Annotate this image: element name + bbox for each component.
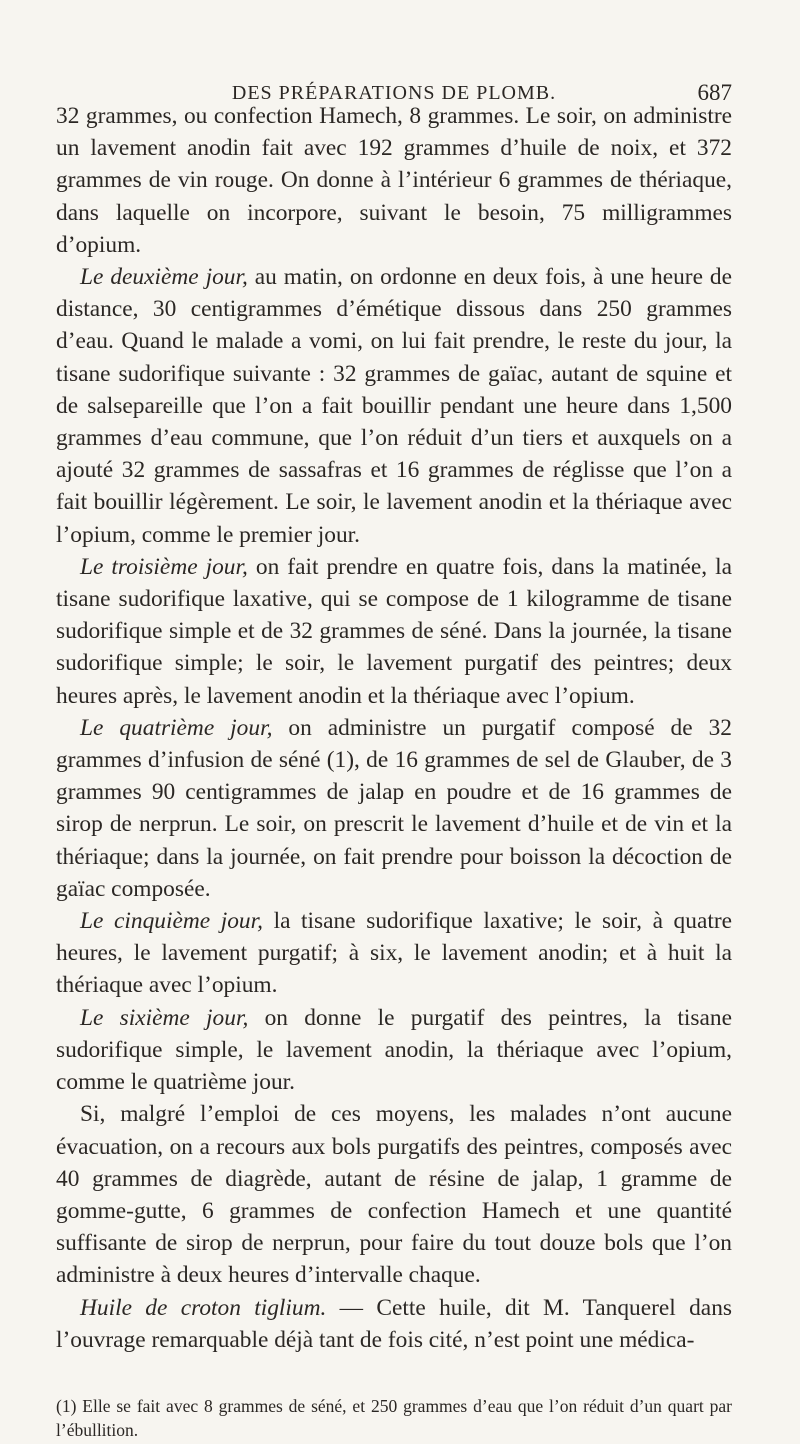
paragraph-3-lead: Le troisième jour, (80, 553, 248, 580)
paragraph-8-lead: Huile de croton tiglium. (80, 1294, 327, 1321)
page-header (56, 60, 732, 105)
paragraph-1-text: 32 grammes, ou confection Hamech, 8 grammes. Le soir, on administre un lavement anodin fait avec 192 grammes d’huile de noix, et 372 grammes de vin rouge. On donne à l’intérieur 6 grammes de thériaque, dans laquelle on incorpore, suivant le besoin, 75 milligrammes d’opium. (56, 103, 732, 258)
paragraph-6-lead: Le sixième jour, (80, 1004, 249, 1031)
paragraph-6 (56, 1002, 732, 1099)
paragraph-4 (56, 712, 732, 905)
paragraph-2 (56, 261, 732, 551)
paragraph-2-text: au matin, on ordonne en deux fois, à une heure de distance, 30 centigrammes d’émétique dissous dans 250 grammes d’eau. Quand le malade a vomi, on lui fait prendre, le reste du jour, la tisane sudorifique suivante : 32 grammes de gaïac, autant de squine et de salsepareille que l’on a fait bouillir pendant une heure dans 1,500 grammes d’eau commune, que l’on réduit d’un tiers et auxquels on a ajouté 32 grammes de sassafras et 16 grammes de réglisse que l’on a fait bouillir légèrement. Le soir, le lavement anodin et la thériaque avec l’opium, comme le premier jour. (56, 264, 732, 548)
paragraph-5-lead: Le cinquième jour, (80, 908, 263, 935)
footnote-1: (1) Elle se fait avec 8 grammes de séné, et 250 grammes d’eau que l’on réduit d’un quart par l’ébullition. (56, 1395, 732, 1440)
page-number: 687 (697, 80, 732, 105)
body-text (56, 100, 732, 1356)
paragraph-7 (56, 1098, 732, 1291)
paragraph-4-lead: Le quatrième jour, (80, 714, 273, 741)
paragraph-6-text: on donne le purgatif des peintres, la tisane sudorifique simple, le lavement anodin, la thériaque avec l’opium, comme le quatrième jour. (56, 1004, 732, 1096)
paragraph-3 (56, 551, 732, 712)
paragraph-4-text: on administre un purgatif composé de 32 grammes d’infusion de séné (1), de 16 grammes de sel de Glauber, de 3 grammes 90 centigrammes de jalap en poudre et de 16 grammes de sirop de nerprun. Le soir, on prescrit le lavement d’huile et de vin et la thériaque; dans la journée, on fait prendre pour boisson la décoction de gaïac composée. (56, 714, 732, 902)
paragraph-7-text: Si, malgré l’emploi de ces moyens, les malades n’ont aucune évacuation, on a recours aux bols purgatifs des peintres, composés avec 40 grammes de diagrède, autant de résine de jalap, 1 gramme de gomme-gutte, 6 grammes de confection Hamech et une quantité suffisante de sirop de nerprun, pour faire du tout douze bols que l’on administre à deux heures d’intervalle chaque. (56, 1101, 732, 1289)
paragraph-8 (56, 1292, 732, 1356)
paragraph-8-text: — Cette huile, dit M. Tanquerel dans l’ouvrage remarquable déjà tant de fois cité, n’est point une médica- (56, 1294, 732, 1353)
paragraph-1 (56, 100, 732, 261)
paragraph-5 (56, 905, 732, 1002)
paragraph-2-lead: Le deuxième jour, (80, 264, 248, 291)
footnotes (56, 1394, 732, 1442)
paragraph-3-text: on fait prendre en quatre fois, dans la matinée, la tisane sudorifique laxative, qui se compose de 1 kilogramme de tisane sudorifique simple et de 32 grammes de séné. Dans la journée, la tisane sudorifique simple; le soir, le lavement purgatif des peintres; deux heures après, le lavement anodin et la thériaque avec l’opium. (56, 553, 732, 709)
paragraph-5-text: la tisane sudorifique laxative; le soir, à quatre heures, le lavement purgatif; à six, le lavement anodin; et à huit la thériaque avec l’opium. (56, 908, 732, 999)
running-title: DES PRÉPARATIONS DE PLOMB. (231, 82, 557, 104)
